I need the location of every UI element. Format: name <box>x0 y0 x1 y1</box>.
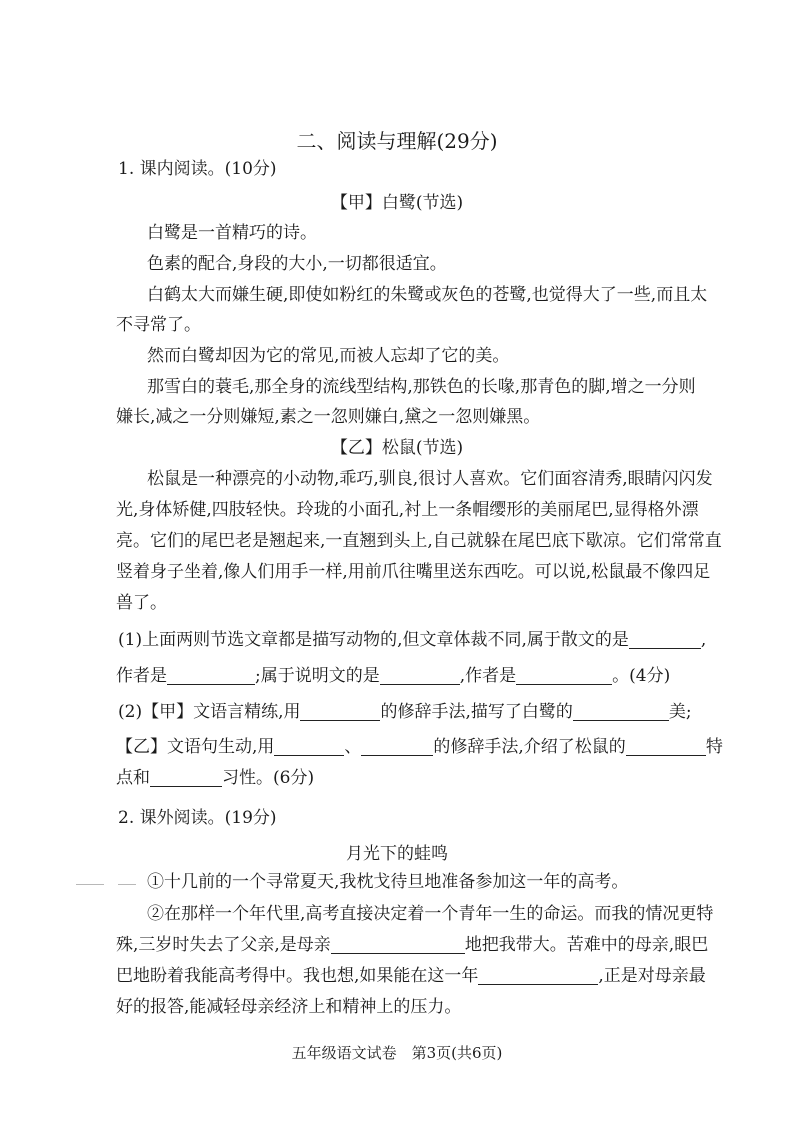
story-paragraph-1: ①十几前的一个寻常夏天,我枕戈待旦地准备参加这一年的高考。 <box>147 872 629 892</box>
q2-heading: 2. 课外阅读。(19分) <box>118 808 277 828</box>
passage-a-line: 不寻常了。 <box>116 315 201 335</box>
answer-blank[interactable] <box>380 668 460 685</box>
passage-a-line: 那雪白的蓑毛,那全身的流线型结构,那铁色的长喙,那青色的脚,增之一分则 <box>147 377 696 397</box>
passage-a-title: 【甲】白鹭(节选) <box>330 193 464 213</box>
section-title: 二、阅读与理解(29分) <box>296 129 498 153</box>
answer-blank[interactable] <box>626 739 706 756</box>
scan-mark <box>118 884 136 885</box>
passage-b-line: 亮。它们的尾巴老是翘起来,一直翘到头上,自己就躲在尾巴底下歇凉。它们常常直 <box>116 531 722 551</box>
q1-sub2-line3: 点和 习性。(6分) <box>116 768 315 788</box>
answer-blank[interactable] <box>331 937 465 954</box>
q1-sub2-line1: (2)【甲】文语言精练,用 的修辞手法,描写了白鹭的 美; <box>118 702 692 722</box>
q1-heading: 1. 课内阅读。(10分) <box>118 159 277 179</box>
scan-mark <box>76 884 104 885</box>
answer-blank[interactable] <box>573 704 669 721</box>
story-paragraph-2-line: ②在那样一个年代里,高考直接决定着一个青年一生的命运。而我的情况更特 <box>147 904 714 924</box>
passage-a-line: 然而白鹭却因为它的常见,而被人忘却了它的美。 <box>147 346 510 366</box>
answer-blank[interactable] <box>478 968 598 985</box>
passage-a-line: 嫌长,减之一分则嫌短,素之一忽则嫌白,黛之一忽则嫌黑。 <box>116 407 541 427</box>
q1-sub1-line2: 作者是 ;属于说明文的是 ,作者是 。(4分) <box>116 666 671 686</box>
answer-blank[interactable] <box>167 668 255 685</box>
passage-a-line: 白鹤太大而嫌生硬,即使如粉红的朱鹭或灰色的苍鹭,也觉得大了一些,而且太 <box>147 285 708 305</box>
answer-blank[interactable] <box>361 739 433 756</box>
story-title: 月光下的蛙鸣 <box>346 844 448 864</box>
answer-blank[interactable] <box>150 770 222 787</box>
story-paragraph-2-line: 殊,三岁时失去了父亲,是母亲 地把我带大。苦难中的母亲,眼巴 <box>116 935 709 955</box>
page-footer: 五年级语文试卷 第3页(共6页) <box>291 1044 503 1062</box>
passage-b-line: 松鼠是一种漂亮的小动物,乖巧,驯良,很讨人喜欢。它们面容清秀,眼睛闪闪发 <box>147 469 713 489</box>
passage-b-line: 兽了。 <box>116 593 167 613</box>
answer-blank[interactable] <box>300 704 380 721</box>
answer-blank[interactable] <box>274 739 344 756</box>
passage-a-line: 色素的配合,身段的大小,一切都很适宜。 <box>147 254 447 274</box>
passage-b-title: 【乙】松鼠(节选) <box>330 438 464 458</box>
story-paragraph-2-line: 巴地盼着我能高考得中。我也想,如果能在这一年 ,正是对母亲最 <box>116 966 706 986</box>
passage-b-line: 光,身体矫健,四肢轻快。玲珑的小面孔,衬上一条帽缨形的美丽尾巴,显得格外漂 <box>116 500 699 520</box>
passage-b-line: 竖着身子坐着,像人们用手一样,用前爪往嘴里送东西吃。可以说,松鼠最不像四足 <box>116 562 711 582</box>
q1-sub1-line1: (1)上面两则节选文章都是描写动物的,但文章体裁不同,属于散文的是 , <box>118 630 707 650</box>
passage-a-line: 白鹭是一首精巧的诗。 <box>147 223 317 243</box>
story-paragraph-2-line: 好的报答,能减轻母亲经济上和精神上的压力。 <box>116 997 462 1017</box>
answer-blank[interactable] <box>629 632 701 649</box>
answer-blank[interactable] <box>516 668 612 685</box>
q1-sub2-line2: 【乙】文语句生动,用 、 的修辞手法,介绍了松鼠的 特 <box>116 737 723 757</box>
